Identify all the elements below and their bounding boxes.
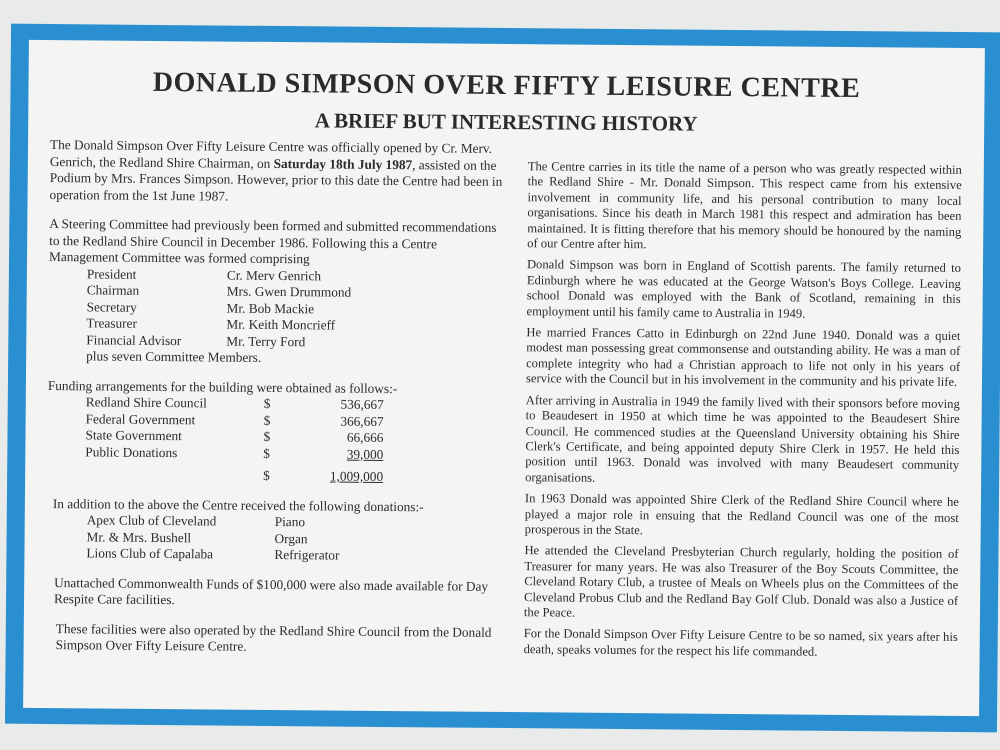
committee-role: Treasurer	[86, 315, 137, 331]
committee-member: Mr. Bob Mackie	[226, 300, 315, 316]
committee-role: Secretary	[86, 298, 137, 315]
donations-intro: In addition to the above the Centre received the following donations:-	[52, 495, 424, 514]
steering-paragraph: A Steering Committee had previously been formed and submitted recommendations to the Redland Shire Council in December 1986. Following this a Centre Management Committee was formed comprising	[48, 216, 497, 267]
funding-intro: Funding arrangements for the building were obtained as follows:-	[47, 377, 398, 396]
plaque-title: DONALD SIMPSON OVER FIFTY LEISURE CENTRE	[152, 66, 861, 105]
funding-total: 1,009,000	[329, 468, 384, 484]
currency-sign: $	[263, 445, 271, 461]
funding-source: Redland Shire Council	[85, 394, 207, 411]
donor: Mr. & Mrs. Bushell	[86, 528, 192, 545]
history-plaque	[23, 40, 985, 716]
unattached-funds-paragraph: Unattached Commonwealth Funds of $100,000 were also made available for Day Respite Care facilities.	[53, 574, 489, 608]
funding-amount: 39,000	[346, 446, 384, 462]
donated-item: Piano	[274, 514, 306, 530]
biography-paragraph: The Centre carries in its title the name of a person who was greatly respected within the Redland Shire - Mr. Donald Simpson. This respect came from his extensive involvement in community life, and his personal contribution to many local organisations. Since his death in March 1981 this respect and admiration has been maintained. It is fitting therefore that his memory should be honoured by the naming of our Centre after him.	[527, 159, 962, 252]
funding-table	[85, 394, 508, 486]
currency-sign: $	[263, 395, 271, 411]
right-column	[524, 141, 962, 661]
committee-member: Mr. Keith Moncrieff	[226, 316, 336, 333]
currency-sign: $	[263, 412, 271, 428]
funding-section	[47, 378, 508, 487]
intro-paragraph: The Donald Simpson Over Fifty Leisure Centre was officially opened by Cr. Merv. Genrich, the Redland Shire Chairman, on Saturday 18th July 1987, assisted on the Podium by Mrs. Frances Simpson. However, prior to this date the Centre had been in operation from the 1st June 1987.	[49, 137, 503, 204]
biography-paragraph: In 1963 Donald was appointed Shire Clerk of the Redland Shire Council where he played a major role in ensuing that the Redland Council was one of the most prosperous in the State.	[524, 491, 959, 538]
biography-paragraph: After arriving in Australia in 1949 the family lived with their sponsors before moving to Beaudesert in 1950 at which time he was appointed to the Beaudesert Shire Council. He commenced studies at the Queensland University obtaining his Shire Clerk's Certificate, and being appointed deputy Shire Clerk in 1957. He held this position until 1963. Donald was involved with many Beaudesert community organisations.	[525, 392, 960, 485]
donor: Apex Club of Cleveland	[86, 512, 217, 529]
donor: Lions Club of Capalaba	[86, 545, 214, 562]
donations-section	[46, 496, 507, 566]
committee-role: President	[86, 265, 137, 282]
committee-member: Mrs. Gwen Drummond	[226, 283, 352, 300]
funding-amount: 66,666	[346, 429, 384, 445]
committee-member: Cr. Merv Genrich	[226, 267, 322, 283]
committee-extra: plus seven Committee Members.	[86, 348, 262, 365]
committee-member: Mr. Terry Ford	[226, 333, 306, 349]
donated-item: Organ	[274, 530, 308, 546]
funding-amount: 366,667	[340, 413, 384, 429]
opening-date: Saturday 18th July 1987	[273, 155, 413, 172]
biography-paragraph: For the Donald Simpson Over Fifty Leisure Centre to be so named, six years after his death, speaks volumes for the respect his life commanded.	[523, 626, 958, 659]
biography-paragraph: He married Frances Catto in Edinburgh on 22nd June 1940. Donald was a quiet modest man possessing great commonsense and outstanding ability. He was a man of complete integrity who had a Christian approach to life not only in his years of service with the Council but in his involvement in the community and his private life.	[525, 325, 961, 390]
operated-paragraph: These facilities were also operated by the Redland Shire Council from the Donald Simpson Over Fifty Leisure Centre.	[55, 620, 492, 654]
funding-source: State Government	[85, 427, 182, 444]
donated-item: Refrigerator	[274, 547, 340, 563]
biography-paragraph: Donald Simpson was born in England of Scottish parents. The family returned to Edinburgh where he was educated at the George Watson's Boys College. Leaving school Donald was employed with the Bank of Scotland, remaining in this employment until his family came to Australia in 1949.	[526, 257, 962, 321]
committee-role: Chairman	[86, 282, 140, 298]
biography-paragraph: He attended the Cleveland Presbyterian Church regularly, holding the position of Treasurer for many years. He was also Treasurer of the Boy Scouts Committee, the Cleveland Rotary Club, a trustee of Meals on Wheels plus on the Committees of the Cleveland Probus Club and the Redland Bay Golf Club. Donald was also a Justice of the Peace.	[523, 543, 959, 620]
currency-sign: $	[263, 467, 270, 483]
committee-section	[48, 216, 509, 369]
left-column	[46, 137, 510, 657]
committee-list	[86, 266, 509, 352]
funding-source: Public Donations	[85, 443, 178, 460]
donations-list	[86, 512, 506, 565]
plaque-subtitle: A BRIEF BUT INTERESTING HISTORY	[314, 108, 698, 136]
committee-role: Financial Advisor	[86, 331, 182, 348]
funding-source: Federal Government	[85, 410, 196, 427]
funding-amount: 536,667	[340, 396, 384, 412]
blue-frame	[5, 24, 1000, 733]
currency-sign: $	[263, 428, 271, 444]
